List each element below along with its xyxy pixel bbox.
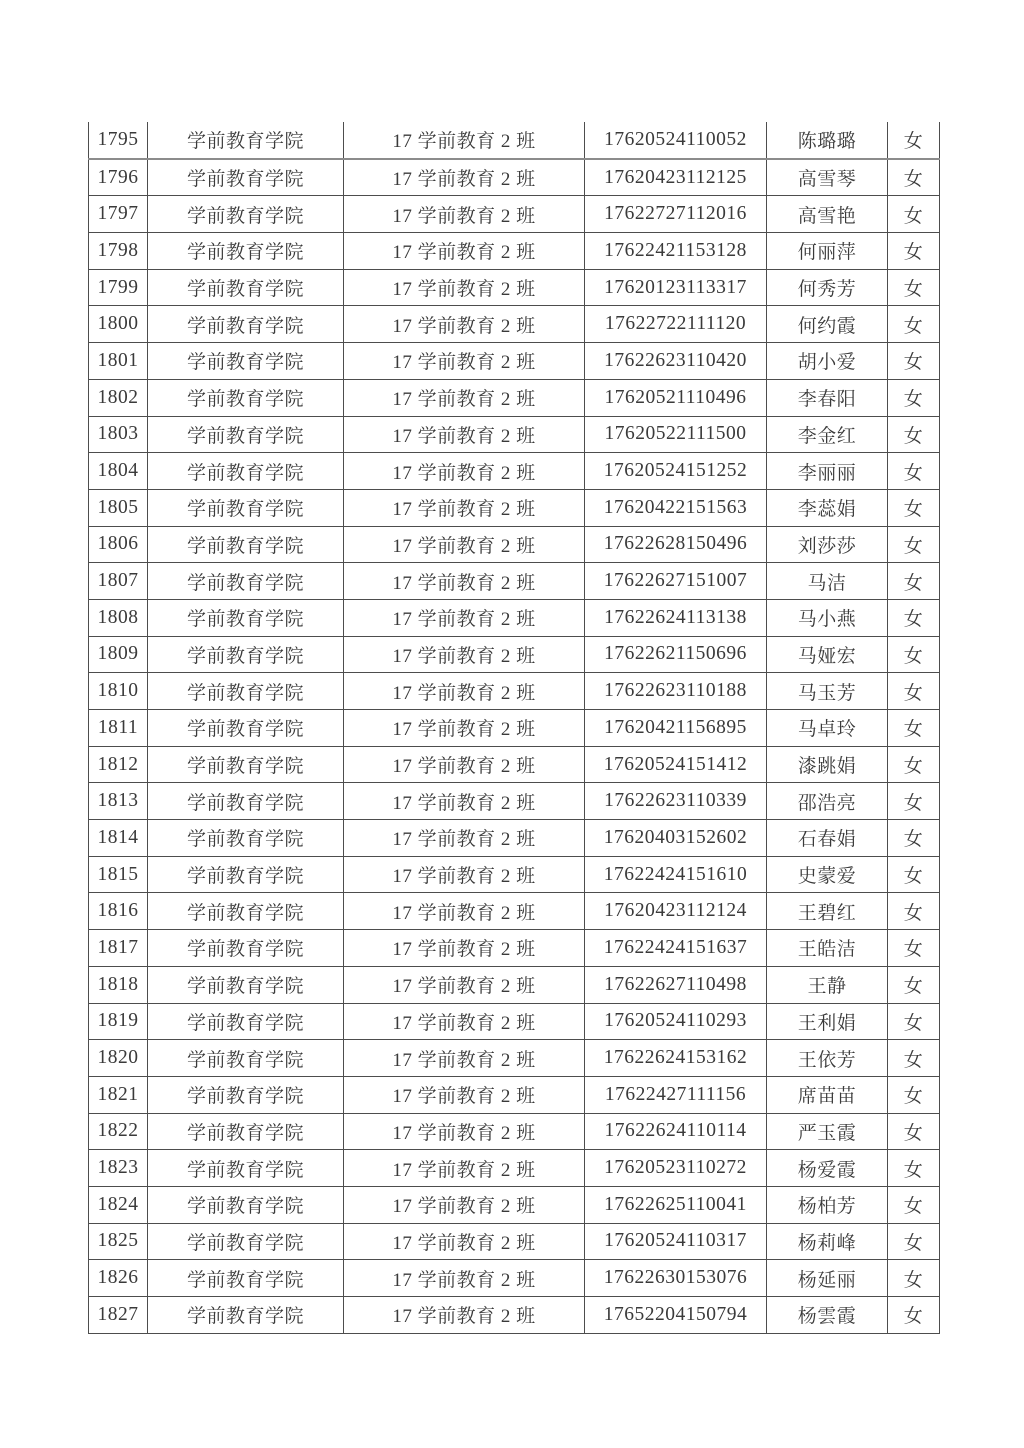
table-row — [89, 746, 940, 783]
student-name: 何丽萍 — [767, 233, 888, 270]
gender: 女 — [888, 820, 940, 857]
college-name: 学前教育学院 — [148, 1003, 344, 1040]
class-name: 17 学前教育 2 班 — [344, 746, 585, 783]
gender: 女 — [888, 379, 940, 416]
student-id: 17620423112125 — [585, 159, 767, 196]
student-id: 17622621150696 — [585, 636, 767, 673]
row-index: 1823 — [89, 1150, 148, 1187]
student-id: 17622427111156 — [585, 1076, 767, 1113]
table-row — [89, 673, 940, 710]
table-row — [89, 1076, 940, 1113]
college-name: 学前教育学院 — [148, 159, 344, 196]
student-id: 17620422151563 — [585, 489, 767, 526]
college-name: 学前教育学院 — [148, 1113, 344, 1150]
row-index: 1819 — [89, 1003, 148, 1040]
table-row — [89, 122, 940, 159]
table-row — [89, 820, 940, 857]
row-index: 1810 — [89, 673, 148, 710]
table-row — [89, 1297, 940, 1334]
student-name: 严玉霞 — [767, 1113, 888, 1150]
gender: 女 — [888, 489, 940, 526]
row-index: 1818 — [89, 966, 148, 1003]
college-name: 学前教育学院 — [148, 783, 344, 820]
student-name: 马卓玲 — [767, 710, 888, 747]
table-row — [89, 196, 940, 233]
row-index: 1796 — [89, 159, 148, 196]
class-name: 17 学前教育 2 班 — [344, 1150, 585, 1187]
student-id: 17622421153128 — [585, 233, 767, 270]
table-row — [89, 489, 940, 526]
gender: 女 — [888, 599, 940, 636]
student-name: 陈璐璐 — [767, 122, 888, 159]
row-index: 1802 — [89, 379, 148, 416]
gender: 女 — [888, 856, 940, 893]
gender: 女 — [888, 159, 940, 196]
student-id: 17622628150496 — [585, 526, 767, 563]
student-name: 席苗苗 — [767, 1076, 888, 1113]
student-name: 王静 — [767, 966, 888, 1003]
student-name: 李丽丽 — [767, 453, 888, 490]
college-name: 学前教育学院 — [148, 966, 344, 1003]
table-row — [89, 599, 940, 636]
gender: 女 — [888, 710, 940, 747]
gender: 女 — [888, 233, 940, 270]
row-index: 1825 — [89, 1223, 148, 1260]
class-name: 17 学前教育 2 班 — [344, 563, 585, 600]
row-index: 1827 — [89, 1297, 148, 1334]
gender: 女 — [888, 966, 940, 1003]
class-name: 17 学前教育 2 班 — [344, 820, 585, 857]
row-index: 1811 — [89, 710, 148, 747]
class-name: 17 学前教育 2 班 — [344, 673, 585, 710]
class-name: 17 学前教育 2 班 — [344, 1113, 585, 1150]
student-name: 邵浩亮 — [767, 783, 888, 820]
row-index: 1816 — [89, 893, 148, 930]
student-name: 漆跳娟 — [767, 746, 888, 783]
table-row — [89, 1040, 940, 1077]
college-name: 学前教育学院 — [148, 1076, 344, 1113]
gender: 女 — [888, 1186, 940, 1223]
class-name: 17 学前教育 2 班 — [344, 159, 585, 196]
gender: 女 — [888, 1076, 940, 1113]
table-row — [89, 856, 940, 893]
gender: 女 — [888, 783, 940, 820]
gender: 女 — [888, 746, 940, 783]
student-name: 马娅宏 — [767, 636, 888, 673]
table-row — [89, 1113, 940, 1150]
class-name: 17 学前教育 2 班 — [344, 453, 585, 490]
row-index: 1797 — [89, 196, 148, 233]
student-id: 17620524151412 — [585, 746, 767, 783]
college-name: 学前教育学院 — [148, 1297, 344, 1334]
college-name: 学前教育学院 — [148, 1260, 344, 1297]
student-name: 王碧红 — [767, 893, 888, 930]
row-index: 1824 — [89, 1186, 148, 1223]
table-row — [89, 526, 940, 563]
row-index: 1815 — [89, 856, 148, 893]
student-name: 史蒙爱 — [767, 856, 888, 893]
row-index: 1822 — [89, 1113, 148, 1150]
table-row — [89, 379, 940, 416]
student-id: 17622623110188 — [585, 673, 767, 710]
table-row — [89, 966, 940, 1003]
student-name: 李蕊娟 — [767, 489, 888, 526]
student-name: 李春阳 — [767, 379, 888, 416]
gender: 女 — [888, 122, 940, 159]
student-id: 17622727112016 — [585, 196, 767, 233]
college-name: 学前教育学院 — [148, 196, 344, 233]
college-name: 学前教育学院 — [148, 122, 344, 159]
gender: 女 — [888, 673, 940, 710]
college-name: 学前教育学院 — [148, 489, 344, 526]
class-name: 17 学前教育 2 班 — [344, 122, 585, 159]
student-id: 17620123113317 — [585, 269, 767, 306]
student-name: 石春娟 — [767, 820, 888, 857]
row-index: 1808 — [89, 599, 148, 636]
class-name: 17 学前教育 2 班 — [344, 1223, 585, 1260]
student-id: 17622625110041 — [585, 1186, 767, 1223]
table-row — [89, 1186, 940, 1223]
gender: 女 — [888, 416, 940, 453]
student-name: 高雪琴 — [767, 159, 888, 196]
college-name: 学前教育学院 — [148, 746, 344, 783]
student-id: 17622623110420 — [585, 343, 767, 380]
student-id: 17622624110114 — [585, 1113, 767, 1150]
student-id: 17620524110317 — [585, 1223, 767, 1260]
row-index: 1820 — [89, 1040, 148, 1077]
student-name: 马洁 — [767, 563, 888, 600]
student-name: 王依芳 — [767, 1040, 888, 1077]
student-id: 17622424151610 — [585, 856, 767, 893]
row-index: 1798 — [89, 233, 148, 270]
gender: 女 — [888, 636, 940, 673]
table-row — [89, 1150, 940, 1187]
college-name: 学前教育学院 — [148, 1223, 344, 1260]
student-id: 17622424151637 — [585, 930, 767, 967]
student-id: 17622722111120 — [585, 306, 767, 343]
student-name: 杨延丽 — [767, 1260, 888, 1297]
row-index: 1826 — [89, 1260, 148, 1297]
class-name: 17 学前教育 2 班 — [344, 196, 585, 233]
student-name: 杨柏芳 — [767, 1186, 888, 1223]
table-row — [89, 710, 940, 747]
row-index: 1806 — [89, 526, 148, 563]
table-row — [89, 233, 940, 270]
college-name: 学前教育学院 — [148, 343, 344, 380]
row-index: 1817 — [89, 930, 148, 967]
class-name: 17 学前教育 2 班 — [344, 1297, 585, 1334]
row-index: 1821 — [89, 1076, 148, 1113]
table-row — [89, 306, 940, 343]
class-name: 17 学前教育 2 班 — [344, 893, 585, 930]
row-index: 1809 — [89, 636, 148, 673]
college-name: 学前教育学院 — [148, 820, 344, 857]
table-row — [89, 1260, 940, 1297]
student-name: 高雪艳 — [767, 196, 888, 233]
table-row — [89, 416, 940, 453]
table-row — [89, 930, 940, 967]
table-row — [89, 563, 940, 600]
table-row — [89, 343, 940, 380]
student-name: 马玉芳 — [767, 673, 888, 710]
class-name: 17 学前教育 2 班 — [344, 1040, 585, 1077]
student-id: 17620523110272 — [585, 1150, 767, 1187]
student-name: 何约霞 — [767, 306, 888, 343]
row-index: 1795 — [89, 122, 148, 159]
row-index: 1807 — [89, 563, 148, 600]
class-name: 17 学前教育 2 班 — [344, 1076, 585, 1113]
class-name: 17 学前教育 2 班 — [344, 1003, 585, 1040]
student-id: 17622624153162 — [585, 1040, 767, 1077]
row-index: 1799 — [89, 269, 148, 306]
gender: 女 — [888, 306, 940, 343]
student-name: 杨爱霞 — [767, 1150, 888, 1187]
gender: 女 — [888, 1150, 940, 1187]
student-name: 李金红 — [767, 416, 888, 453]
table-row — [89, 893, 940, 930]
gender: 女 — [888, 930, 940, 967]
gender: 女 — [888, 1003, 940, 1040]
student-name: 马小燕 — [767, 599, 888, 636]
college-name: 学前教育学院 — [148, 306, 344, 343]
college-name: 学前教育学院 — [148, 269, 344, 306]
gender: 女 — [888, 196, 940, 233]
student-id: 17652204150794 — [585, 1297, 767, 1334]
student-roster-body — [89, 122, 940, 1333]
student-id: 17620421156895 — [585, 710, 767, 747]
student-name: 王利娟 — [767, 1003, 888, 1040]
row-index: 1805 — [89, 489, 148, 526]
table-row — [89, 636, 940, 673]
gender: 女 — [888, 1040, 940, 1077]
class-name: 17 学前教育 2 班 — [344, 930, 585, 967]
student-id: 17622630153076 — [585, 1260, 767, 1297]
college-name: 学前教育学院 — [148, 856, 344, 893]
college-name: 学前教育学院 — [148, 526, 344, 563]
student-id: 17622627151007 — [585, 563, 767, 600]
college-name: 学前教育学院 — [148, 379, 344, 416]
row-index: 1804 — [89, 453, 148, 490]
student-id: 17622627110498 — [585, 966, 767, 1003]
student-id: 17622623110339 — [585, 783, 767, 820]
student-name: 杨雲霞 — [767, 1297, 888, 1334]
student-name: 何秀芳 — [767, 269, 888, 306]
class-name: 17 学前教育 2 班 — [344, 1186, 585, 1223]
student-id: 17620423112124 — [585, 893, 767, 930]
table-row — [89, 159, 940, 196]
college-name: 学前教育学院 — [148, 416, 344, 453]
college-name: 学前教育学院 — [148, 453, 344, 490]
college-name: 学前教育学院 — [148, 563, 344, 600]
college-name: 学前教育学院 — [148, 233, 344, 270]
student-id: 17620403152602 — [585, 820, 767, 857]
college-name: 学前教育学院 — [148, 893, 344, 930]
college-name: 学前教育学院 — [148, 636, 344, 673]
class-name: 17 学前教育 2 班 — [344, 343, 585, 380]
row-index: 1812 — [89, 746, 148, 783]
student-name: 杨莉峰 — [767, 1223, 888, 1260]
college-name: 学前教育学院 — [148, 1150, 344, 1187]
class-name: 17 学前教育 2 班 — [344, 599, 585, 636]
student-id: 17622624113138 — [585, 599, 767, 636]
table-row — [89, 783, 940, 820]
student-id: 17620521110496 — [585, 379, 767, 416]
row-index: 1803 — [89, 416, 148, 453]
gender: 女 — [888, 1260, 940, 1297]
row-index: 1813 — [89, 783, 148, 820]
student-id: 17620524110052 — [585, 122, 767, 159]
class-name: 17 学前教育 2 班 — [344, 1260, 585, 1297]
row-index: 1801 — [89, 343, 148, 380]
student-id: 17620524151252 — [585, 453, 767, 490]
gender: 女 — [888, 1297, 940, 1334]
college-name: 学前教育学院 — [148, 1186, 344, 1223]
class-name: 17 学前教育 2 班 — [344, 269, 585, 306]
gender: 女 — [888, 526, 940, 563]
college-name: 学前教育学院 — [148, 710, 344, 747]
student-name: 王皓洁 — [767, 930, 888, 967]
college-name: 学前教育学院 — [148, 1040, 344, 1077]
student-name: 胡小爱 — [767, 343, 888, 380]
class-name: 17 学前教育 2 班 — [344, 636, 585, 673]
gender: 女 — [888, 563, 940, 600]
gender: 女 — [888, 1223, 940, 1260]
class-name: 17 学前教育 2 班 — [344, 306, 585, 343]
class-name: 17 学前教育 2 班 — [344, 526, 585, 563]
class-name: 17 学前教育 2 班 — [344, 783, 585, 820]
class-name: 17 学前教育 2 班 — [344, 379, 585, 416]
class-name: 17 学前教育 2 班 — [344, 710, 585, 747]
row-index: 1800 — [89, 306, 148, 343]
gender: 女 — [888, 453, 940, 490]
class-name: 17 学前教育 2 班 — [344, 856, 585, 893]
student-id: 17620522111500 — [585, 416, 767, 453]
row-index: 1814 — [89, 820, 148, 857]
table-row — [89, 453, 940, 490]
class-name: 17 学前教育 2 班 — [344, 416, 585, 453]
table-row — [89, 1003, 940, 1040]
student-name: 刘莎莎 — [767, 526, 888, 563]
college-name: 学前教育学院 — [148, 673, 344, 710]
gender: 女 — [888, 269, 940, 306]
student-id: 17620524110293 — [585, 1003, 767, 1040]
college-name: 学前教育学院 — [148, 930, 344, 967]
table-row — [89, 1223, 940, 1260]
student-roster-table — [88, 122, 940, 1334]
college-name: 学前教育学院 — [148, 599, 344, 636]
gender: 女 — [888, 343, 940, 380]
class-name: 17 学前教育 2 班 — [344, 233, 585, 270]
gender: 女 — [888, 1113, 940, 1150]
class-name: 17 学前教育 2 班 — [344, 489, 585, 526]
class-name: 17 学前教育 2 班 — [344, 966, 585, 1003]
table-row — [89, 269, 940, 306]
gender: 女 — [888, 893, 940, 930]
